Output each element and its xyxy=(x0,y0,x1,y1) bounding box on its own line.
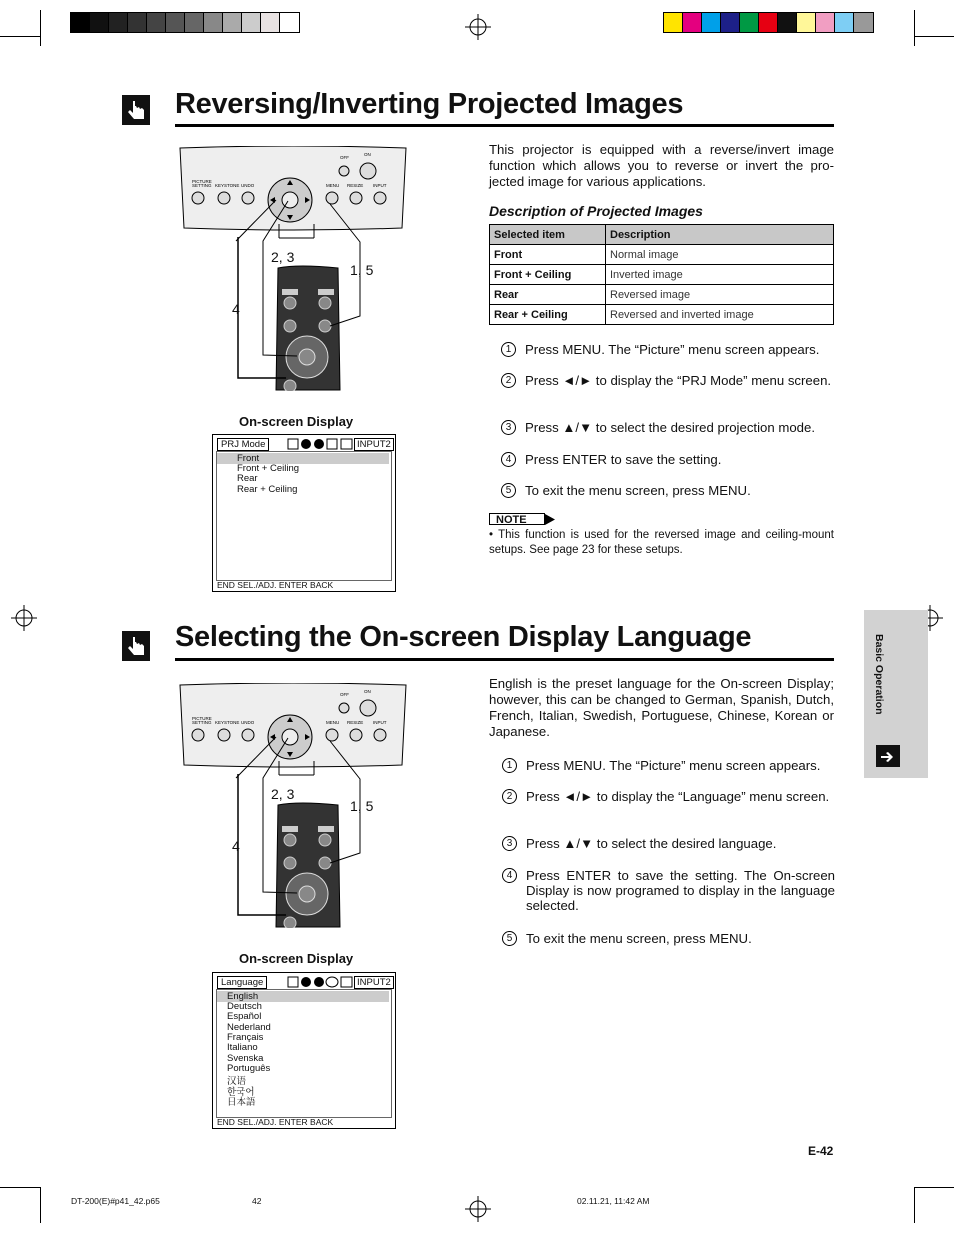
table-row: Rear Reversed image xyxy=(490,285,834,305)
crop-mark xyxy=(40,10,41,46)
crop-mark xyxy=(914,1187,915,1223)
table-row: Front + Ceiling Inverted image xyxy=(490,265,834,285)
crop-mark xyxy=(0,36,40,37)
osd-label: On-screen Display xyxy=(239,951,354,966)
osd-footer: END SEL./ADJ. ENTER BACK xyxy=(217,1117,334,1127)
svg-text:MENU: MENU xyxy=(326,720,340,725)
svg-text:INPUT: INPUT xyxy=(373,183,387,188)
osd-option: 日本語 xyxy=(227,1097,256,1108)
svg-text:KEYSTONE: KEYSTONE xyxy=(215,183,240,188)
svg-text:PICTURE: PICTURE xyxy=(192,179,212,184)
section1-intro: This projector is equipped with a reverse/invert image function which allows you to reverse or invert the pro-jected image for various applications. xyxy=(489,142,834,189)
osd-prj-mode-screen xyxy=(212,434,396,592)
osd-option: 한국어 xyxy=(227,1087,255,1098)
osd-option: Rear xyxy=(237,473,258,484)
osd-option: Italiano xyxy=(227,1042,258,1053)
osd-input: INPUT2 xyxy=(354,976,394,989)
callout-step-4: 4 xyxy=(232,838,240,854)
osd-option: Svenska xyxy=(227,1053,264,1064)
svg-text:OFF: OFF xyxy=(340,692,349,697)
note-text: • This function is used for the reversed image and ceiling-mount setups. See page 23 for these setups. xyxy=(489,529,834,556)
osd-option: English xyxy=(227,991,259,1002)
svg-text:UNDO: UNDO xyxy=(241,183,255,188)
section1-title: Reversing/Inverting Projected Images xyxy=(175,88,684,120)
osd-option: Front xyxy=(237,453,260,464)
crop-mark xyxy=(914,36,954,37)
svg-text:RESIZE: RESIZE xyxy=(347,720,364,725)
crop-mark xyxy=(40,1187,41,1223)
table-header: Selected item xyxy=(490,225,606,245)
osd-option: Français xyxy=(227,1032,264,1043)
crop-mark xyxy=(0,1187,40,1188)
projector-remote-illustration xyxy=(178,146,408,391)
registration-target-icon xyxy=(465,14,491,40)
footer-filename: DT-200(E)#p41_42.p65 xyxy=(71,1196,160,1206)
osd-label: On-screen Display xyxy=(239,414,354,429)
footer-page: 42 xyxy=(252,1196,262,1206)
registration-target-icon xyxy=(11,605,37,631)
svg-text:MENU: MENU xyxy=(326,183,340,188)
svg-text:ON: ON xyxy=(364,152,371,157)
registration-target-icon xyxy=(465,1196,491,1222)
table-row: Rear + Ceiling Reversed and inverted image xyxy=(490,305,834,325)
osd-footer: END SEL./ADJ. ENTER BACK xyxy=(217,580,334,590)
section2-title: Selecting the On-screen Display Language xyxy=(175,621,752,653)
table-header: Description xyxy=(606,225,834,245)
section2-title-rule xyxy=(175,658,834,661)
svg-text:UNDO: UNDO xyxy=(241,720,255,725)
crop-mark xyxy=(914,1187,954,1188)
callout-steps-2-3: 2, 3 xyxy=(271,786,295,802)
section2-intro: English is the preset language for the On-screen Display; however, this can be changed to German, Spanish, Dutch, French, Italian, Swedish, Portuguese, Chinese, Korean or Japanese. xyxy=(489,676,834,739)
svg-text:SETTING: SETTING xyxy=(192,183,212,188)
svg-text:ON: ON xyxy=(364,689,371,694)
osd-option: Nederland xyxy=(227,1022,271,1033)
osd-option: Deutsch xyxy=(227,1001,262,1012)
osd-menu-name: PRJ Mode xyxy=(217,438,269,451)
svg-text:PICTURE: PICTURE xyxy=(192,716,212,721)
grayscale-registration-bar xyxy=(70,12,300,33)
svg-text:RESIZE: RESIZE xyxy=(347,183,364,188)
hand-pointer-icon xyxy=(122,95,150,125)
projector-remote-illustration xyxy=(178,683,408,928)
color-registration-bar xyxy=(663,12,874,33)
projected-images-table xyxy=(489,224,834,325)
osd-input: INPUT2 xyxy=(354,438,394,451)
page-number: E-42 xyxy=(808,1144,834,1158)
callout-step-4: 4 xyxy=(232,301,240,317)
callout-steps-2-3: 2, 3 xyxy=(271,249,295,265)
note-label: NOTE xyxy=(489,513,545,525)
callout-steps-1-5: 1, 5 xyxy=(350,262,374,278)
note-arrow-icon xyxy=(545,514,555,525)
section1-title-rule xyxy=(175,124,834,127)
svg-text:SETTING: SETTING xyxy=(192,720,212,725)
osd-menu-name: Language xyxy=(217,976,267,989)
svg-text:INPUT: INPUT xyxy=(373,720,387,725)
svg-text:KEYSTONE: KEYSTONE xyxy=(215,720,240,725)
footer-date: 02.11.21, 11:42 AM xyxy=(577,1196,650,1206)
osd-option: Español xyxy=(227,1011,262,1022)
hand-pointer-icon xyxy=(876,745,900,767)
crop-mark xyxy=(914,10,915,46)
osd-option: Rear + Ceiling xyxy=(237,484,298,495)
callout-steps-1-5: 1, 5 xyxy=(350,798,374,814)
description-title: Description of Projected Images xyxy=(489,203,703,219)
osd-option: Português xyxy=(227,1063,271,1074)
side-tab-label: Basic Operation xyxy=(873,634,885,715)
svg-text:OFF: OFF xyxy=(340,155,349,160)
osd-option: 汉语 xyxy=(227,1076,247,1087)
table-row: Front Normal image xyxy=(490,245,834,265)
osd-menu-icons xyxy=(287,976,353,988)
osd-menu-icons xyxy=(287,438,353,450)
osd-language-screen xyxy=(212,972,396,1129)
osd-option: Front + Ceiling xyxy=(237,463,300,474)
hand-pointer-icon xyxy=(122,631,150,661)
